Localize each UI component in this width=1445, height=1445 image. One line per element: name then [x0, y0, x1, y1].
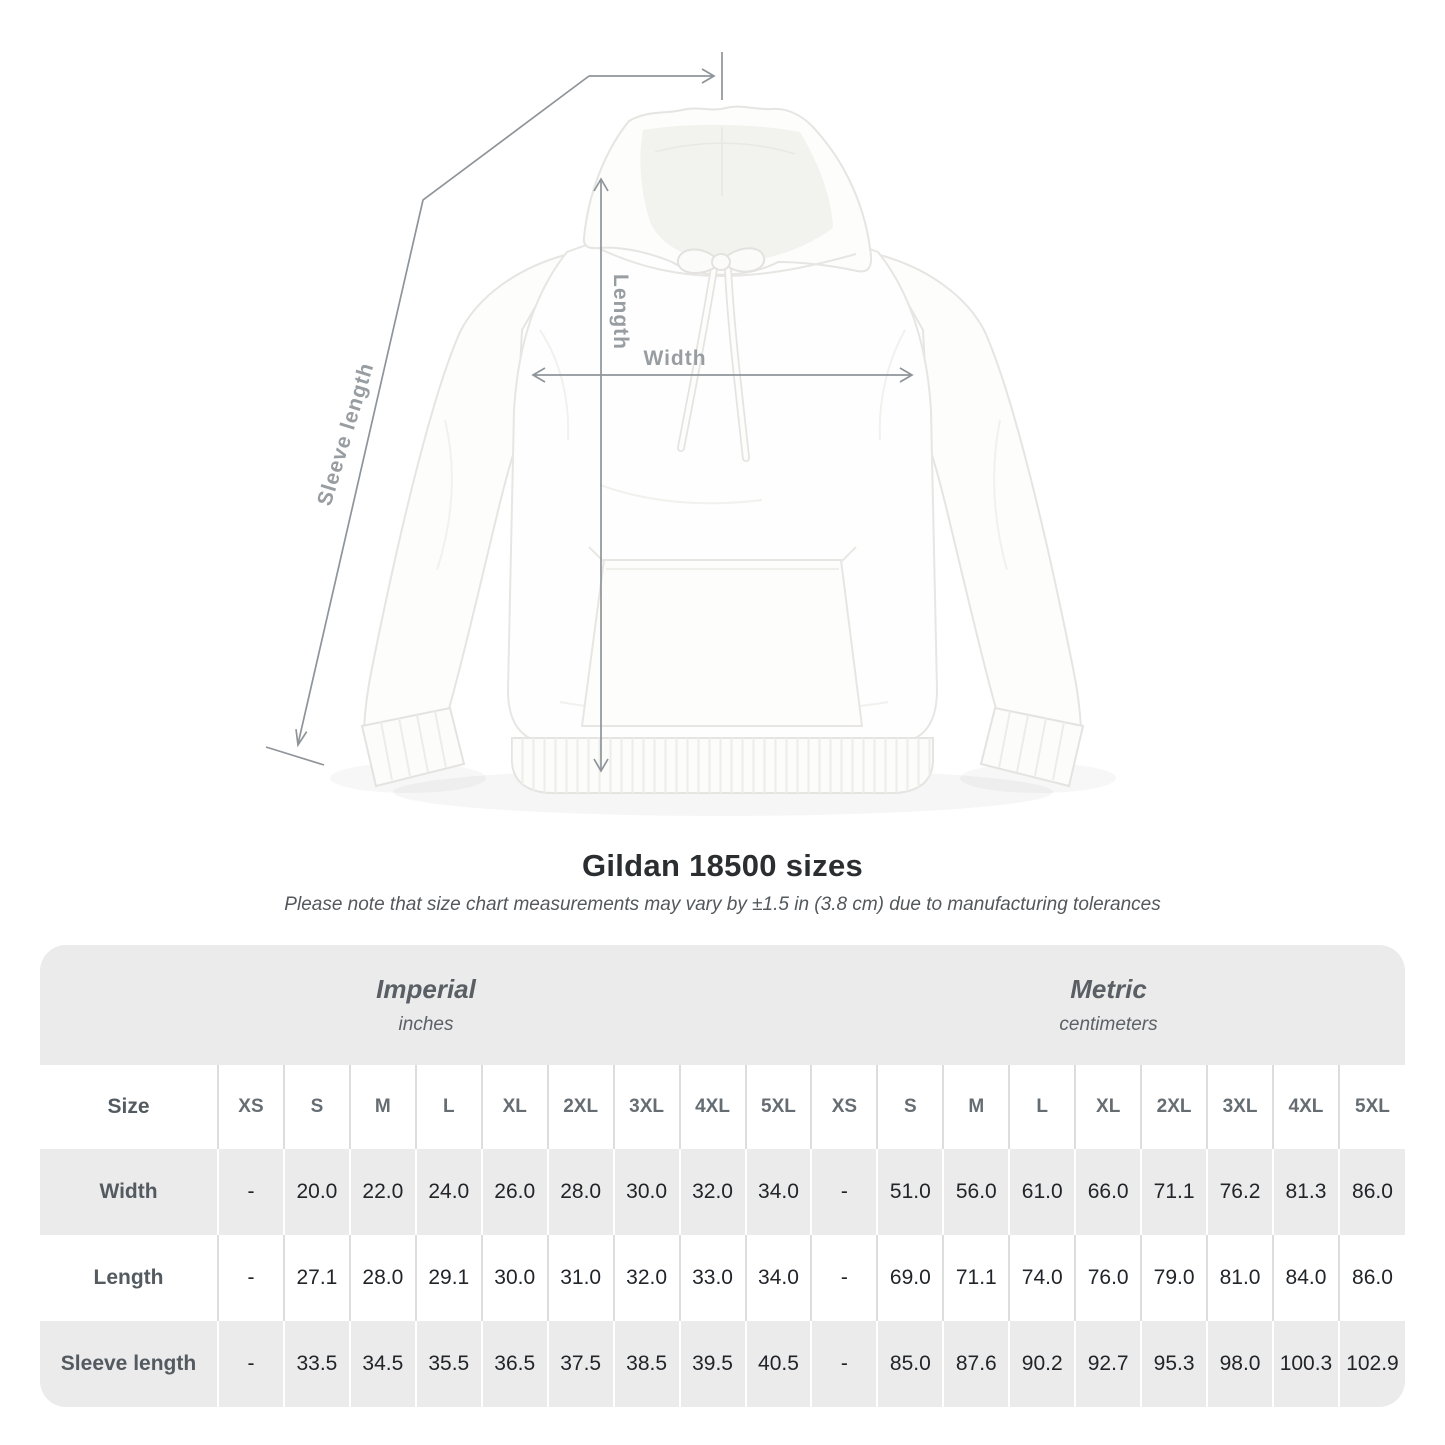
imperial-value: 38.5 [614, 1321, 680, 1407]
imperial-value: 32.0 [614, 1235, 680, 1321]
metric-size-header: M [943, 1065, 1009, 1149]
metric-value: 76.0 [1075, 1235, 1141, 1321]
metric-value: 69.0 [877, 1235, 943, 1321]
unit-group-band [40, 945, 1405, 1065]
imperial-value: - [218, 1321, 284, 1407]
measurement-row [40, 1149, 1405, 1235]
metric-value: 61.0 [1009, 1149, 1075, 1235]
metric-value: 71.1 [1141, 1149, 1207, 1235]
metric-value: 92.7 [1075, 1321, 1141, 1407]
row-label: Width [99, 1180, 158, 1203]
imperial-value: 20.0 [284, 1149, 350, 1235]
imperial-value: 34.0 [746, 1149, 812, 1235]
metric-value: 74.0 [1009, 1235, 1075, 1321]
imperial-value: 32.0 [680, 1149, 746, 1235]
imperial-value: 36.5 [482, 1321, 548, 1407]
size-table-body [40, 1149, 1405, 1407]
imperial-size-header: 5XL [746, 1065, 812, 1149]
size-table [40, 1065, 1405, 1407]
metric-value: 87.6 [943, 1321, 1009, 1407]
tolerance-note: Please note that size chart measurements may vary by ±1.5 in (3.8 cm) due to manufacturing tolerances [284, 894, 1161, 915]
imperial-value: 31.0 [548, 1235, 614, 1321]
metric-value: 66.0 [1075, 1149, 1141, 1235]
row-label: Length [93, 1266, 164, 1289]
imperial-value: 33.0 [680, 1235, 746, 1321]
size-column-header: Size [107, 1095, 150, 1118]
imperial-value: 34.0 [746, 1235, 812, 1321]
metric-value: 85.0 [877, 1321, 943, 1407]
measurement-row [40, 1235, 1405, 1321]
metric-size-header: L [1009, 1065, 1075, 1149]
imperial-value: 24.0 [416, 1149, 482, 1235]
imperial-size-header: XL [482, 1065, 548, 1149]
imperial-value: 28.0 [350, 1235, 416, 1321]
metric-size-header: 3XL [1207, 1065, 1273, 1149]
imperial-size-header: L [416, 1065, 482, 1149]
metric-value: - [811, 1235, 877, 1321]
metric-size-header: 4XL [1273, 1065, 1339, 1149]
measurement-row [40, 1321, 1405, 1407]
imperial-value: 26.0 [482, 1149, 548, 1235]
metric-value: 56.0 [943, 1149, 1009, 1235]
metric-value: 95.3 [1141, 1321, 1207, 1407]
metric-title: Metric [1070, 974, 1147, 1004]
metric-size-header: 2XL [1141, 1065, 1207, 1149]
metric-value: - [811, 1149, 877, 1235]
sleeve-measure-label: Sleeve length [313, 359, 379, 509]
imperial-value: 35.5 [416, 1321, 482, 1407]
size-chart-card [40, 945, 1405, 1407]
metric-unit: centimeters [1059, 1014, 1158, 1035]
metric-value: 81.0 [1207, 1235, 1273, 1321]
metric-value: 81.3 [1273, 1149, 1339, 1235]
imperial-value: 34.5 [350, 1321, 416, 1407]
imperial-value: 33.5 [284, 1321, 350, 1407]
imperial-value: 37.5 [548, 1321, 614, 1407]
imperial-size-header: XS [218, 1065, 284, 1149]
length-measure-label: Length [609, 274, 632, 350]
kangaroo-pocket [582, 547, 862, 726]
imperial-size-header: M [350, 1065, 416, 1149]
metric-value: 76.2 [1207, 1149, 1273, 1235]
metric-value: 79.0 [1141, 1235, 1207, 1321]
imperial-value: 27.1 [284, 1235, 350, 1321]
metric-value: 98.0 [1207, 1321, 1273, 1407]
metric-group-header [812, 945, 1405, 1065]
metric-value: 86.0 [1339, 1149, 1405, 1235]
imperial-value: 30.0 [614, 1149, 680, 1235]
imperial-size-header: 3XL [614, 1065, 680, 1149]
metric-size-header: XL [1075, 1065, 1141, 1149]
hood-interior [640, 125, 833, 264]
imperial-value: 28.0 [548, 1149, 614, 1235]
metric-value: 100.3 [1273, 1321, 1339, 1407]
metric-size-header: 5XL [1339, 1065, 1405, 1149]
metric-value: 86.0 [1339, 1235, 1405, 1321]
hem-band [512, 738, 933, 793]
imperial-group-header [40, 945, 812, 1065]
row-label: Sleeve length [60, 1352, 197, 1375]
imperial-size-header: S [284, 1065, 350, 1149]
imperial-title: Imperial [376, 974, 476, 1004]
imperial-value: 40.5 [746, 1321, 812, 1407]
metric-value: 102.9 [1339, 1321, 1405, 1407]
metric-size-header: XS [811, 1065, 877, 1149]
hoodie-illustration [330, 107, 1116, 816]
imperial-value: 22.0 [350, 1149, 416, 1235]
imperial-size-header: 4XL [680, 1065, 746, 1149]
imperial-value: - [218, 1235, 284, 1321]
imperial-value: 29.1 [416, 1235, 482, 1321]
imperial-value: 39.5 [680, 1321, 746, 1407]
metric-value: 84.0 [1273, 1235, 1339, 1321]
imperial-unit: inches [398, 1014, 454, 1035]
metric-value: 90.2 [1009, 1321, 1075, 1407]
metric-size-header: S [877, 1065, 943, 1149]
page-title: Gildan 18500 sizes [581, 848, 864, 883]
imperial-value: 30.0 [482, 1235, 548, 1321]
size-header-row [40, 1065, 1405, 1149]
metric-value: 71.1 [943, 1235, 1009, 1321]
width-measure-label: Width [643, 347, 707, 370]
metric-value: 51.0 [877, 1149, 943, 1235]
metric-value: - [811, 1321, 877, 1407]
imperial-size-header: 2XL [548, 1065, 614, 1149]
imperial-value: - [218, 1149, 284, 1235]
